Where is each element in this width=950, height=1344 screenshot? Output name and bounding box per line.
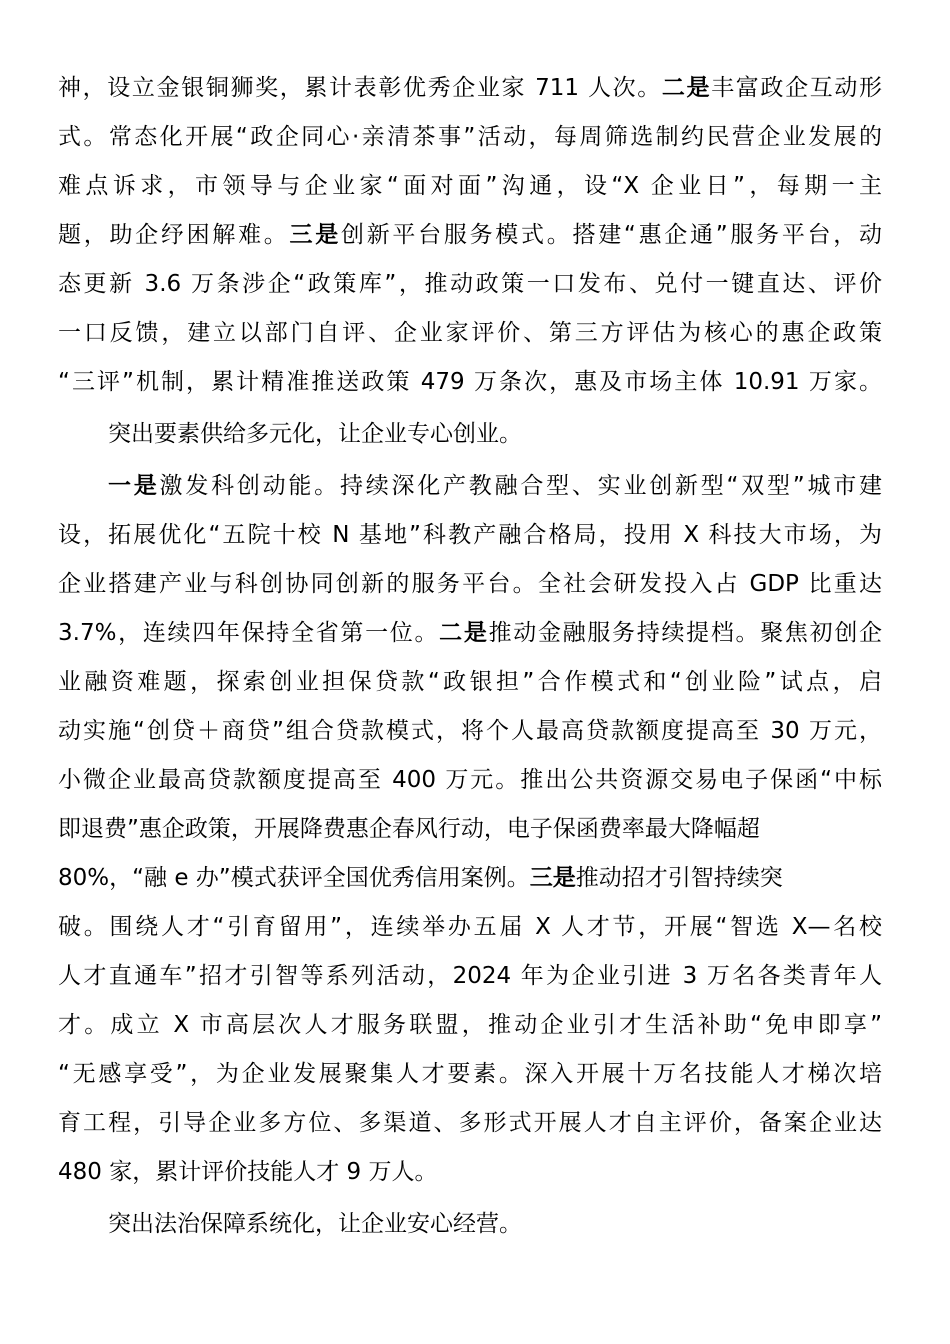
text-line	[58, 1105, 882, 1141]
text-line	[58, 364, 882, 400]
text-line	[108, 468, 882, 504]
text-segment: 3.7%，连续四年保持全省第一位。	[58, 620, 440, 646]
text-line	[58, 119, 882, 155]
text-segment: 80%，“融 e 办”模式获评全国优秀信用案例。	[58, 865, 530, 891]
text-segment: 神，设立金银铜狮奖，累计表彰优秀企业家 711 人次。	[58, 75, 662, 101]
text-segment: 企业搭建产业与科创协同创新的服务平台。全社会研发投入占 GDP 比重达	[58, 571, 882, 597]
text-segment: 破。围绕人才“引育留用”，连续举办五届 X 人才节，开展“智选 X—名校	[58, 914, 882, 940]
section-heading	[108, 1206, 882, 1242]
text-line	[58, 315, 882, 351]
text-line	[58, 860, 882, 896]
text-segment: 题，助企纾困解难。	[58, 222, 290, 248]
text-segment: 动实施“创贷＋商贷”组合贷款模式，将个人最高贷款额度提高至 30 万元，	[58, 718, 882, 744]
text-line	[58, 1154, 882, 1190]
text-segment: “无感享受”，为企业发展聚集人才要素。深入开展十万名技能人才梯次培	[58, 1061, 882, 1087]
text-line	[58, 566, 882, 602]
text-line	[58, 168, 882, 204]
bold-ordinal: 三是	[529, 865, 576, 891]
text-line	[58, 517, 882, 553]
text-segment: 丰富政企互动形	[711, 75, 882, 101]
text-line	[58, 70, 882, 106]
text-segment: 一口反馈，建立以部门自评、企业家评价、第三方评估为核心的惠企政策	[58, 320, 882, 346]
text-line	[58, 217, 882, 253]
text-segment: 激发科创动能。持续深化产教融合型、实业创新型“双型”城市建	[159, 473, 882, 499]
bold-ordinal: 一是	[108, 473, 160, 499]
text-segment: 突出要素供给多元化，让企业专心创业。	[108, 421, 522, 447]
text-line	[58, 762, 882, 798]
text-line	[58, 1007, 882, 1043]
text-line	[58, 909, 882, 945]
text-segment: 人才直通车”招才引智等系列活动，2024 年为企业引进 3 万名各类青年人	[58, 963, 882, 989]
text-segment: 突出法治保障系统化，让企业安心经营。	[108, 1211, 522, 1237]
text-segment: 式。常态化开展“政企同心·亲清茶事”活动，每周筛选制约民营企业发展的	[58, 124, 882, 150]
text-segment: 小微企业最高贷款额度提高至 400 万元。推出公共资源交易电子保函“中标	[58, 767, 882, 793]
text-line	[58, 958, 882, 994]
text-line	[58, 713, 882, 749]
text-line	[58, 1056, 882, 1092]
text-segment: “三评”机制，累计精准推送政策 479 万条次，惠及市场主体 10.91 万家。	[58, 369, 882, 395]
text-segment: 态更新 3.6 万条涉企“政策库”，推动政策一口发布、兑付一键直达、评价	[58, 271, 882, 297]
text-segment: 480 家，累计评价技能人才 9 万人。	[58, 1159, 438, 1185]
text-segment: 推动招才引智持续突	[575, 865, 783, 891]
text-line	[58, 266, 882, 302]
text-segment: 设，拓展优化“五院十校 N 基地”科教产融合格局，投用 X 科技大市场，为	[58, 522, 882, 548]
text-segment: 推动金融服务持续提档。聚焦初创企	[488, 620, 883, 646]
text-segment: 创新平台服务模式。搭建“惠企通”服务平台，动	[340, 222, 882, 248]
text-segment: 即退费”惠企政策，开展降费惠企春风行动，电子保函费率最大降幅超	[58, 816, 760, 842]
text-segment: 难点诉求，市领导与企业家“面对面”沟通，设“X 企业日”，每期一主	[58, 173, 882, 199]
text-segment: 育工程，引导企业多方位、多渠道、多形式开展人才自主评价，备案企业达	[58, 1110, 882, 1136]
section-heading	[108, 416, 882, 452]
text-segment: 才。成立 X 市高层次人才服务联盟，推动企业引才生活补助“免申即享”	[58, 1012, 882, 1038]
text-line	[58, 615, 882, 651]
text-line	[58, 811, 882, 847]
text-line	[58, 664, 882, 700]
bold-ordinal: 二是	[439, 620, 489, 646]
text-segment: 业融资难题，探索创业担保贷款“政银担”合作模式和“创业险”试点，启	[58, 669, 882, 695]
bold-ordinal: 二是	[661, 75, 712, 101]
bold-ordinal: 三是	[289, 222, 341, 248]
